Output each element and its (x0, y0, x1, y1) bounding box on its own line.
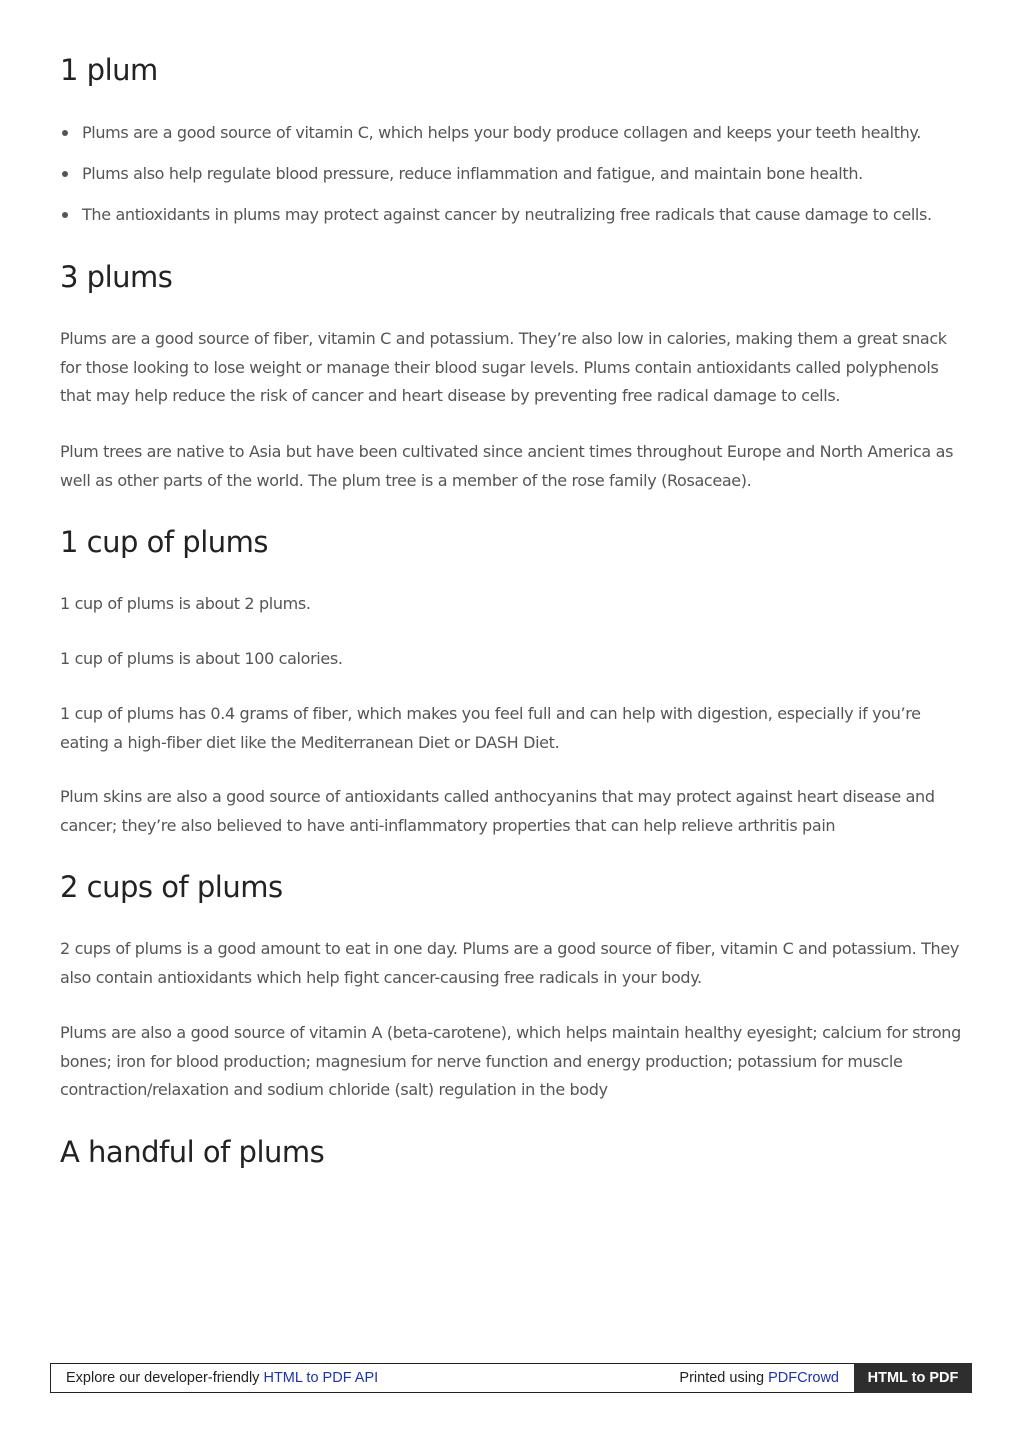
paragraph: Plum skins are also a good source of antioxidants called anthocyanins that may protect against heart disease and cancer; they’re also believed to have anti-inflammatory properties that can help relieve arthritis pain (60, 787, 935, 835)
list-item (60, 162, 863, 186)
section-heading: 2 cups of plums (60, 870, 283, 904)
bullet-icon (62, 212, 68, 218)
bullet-icon (62, 130, 68, 136)
paragraph: Plums are a good source of fiber, vitamin C and potassium. They’re also low in calories, making them a great snack for those looking to lose weight or manage their blood sugar levels. Plums contain antioxidants called polyphenols that may help reduce the risk of cancer and heart disease by preventing free radical damage to cells. (60, 329, 947, 405)
paragraph: 1 cup of plums is about 100 calories. (60, 649, 343, 668)
footer-promo-text: Explore our developer-friendly (66, 1370, 264, 1386)
section-heading: 3 plums (60, 260, 173, 294)
footer-credit-text: Printed using (679, 1370, 769, 1386)
html-to-pdf-badge[interactable]: HTML to PDF (854, 1363, 972, 1393)
html-to-pdf-api-link[interactable]: HTML to PDF API (263, 1370, 379, 1386)
list-item (60, 121, 921, 145)
section-heading: 1 cup of plums (60, 525, 268, 559)
section-heading: A handful of plums (60, 1135, 325, 1169)
list-item-text: Plums are a good source of vitamin C, which helps your body produce collagen and keeps your teeth healthy. (82, 123, 922, 142)
footer-promo (66, 1364, 378, 1393)
footer-credit (679, 1364, 839, 1393)
pdf-footer-banner (50, 1363, 972, 1393)
list-item-text: The antioxidants in plums may protect against cancer by neutralizing free radicals that cause damage to cells. (82, 205, 932, 224)
list-item-text: Plums also help regulate blood pressure, reduce inflammation and fatigue, and maintain bone health. (82, 164, 863, 183)
bullet-icon (62, 171, 68, 177)
paragraph: 1 cup of plums has 0.4 grams of fiber, which makes you feel full and can help with digestion, especially if you’re eating a high-fiber diet like the Mediterranean Diet or DASH Diet. (60, 704, 921, 752)
paragraph: Plum trees are native to Asia but have been cultivated since ancient times throughout Europe and North America as well as other parts of the world. The plum tree is a member of the rose family (Rosaceae). (60, 442, 954, 490)
paragraph: 2 cups of plums is a good amount to eat in one day. Plums are a good source of fiber, vitamin C and potassium. They also contain antioxidants which help fight cancer-causing free radicals in your body. (60, 939, 959, 987)
section-heading: 1 plum (60, 53, 158, 87)
paragraph: Plums are also a good source of vitamin A (beta-carotene), which helps maintain healthy eyesight; calcium for strong bones; iron for blood production; magnesium for nerve function and energy production; potassium for muscle contraction/relaxation and sodium chloride (salt) regulation in the body (60, 1023, 961, 1099)
pdfcrowd-link[interactable]: PDFCrowd (768, 1370, 839, 1386)
paragraph: 1 cup of plums is about 2 plums. (60, 594, 311, 613)
list-item (60, 203, 932, 227)
